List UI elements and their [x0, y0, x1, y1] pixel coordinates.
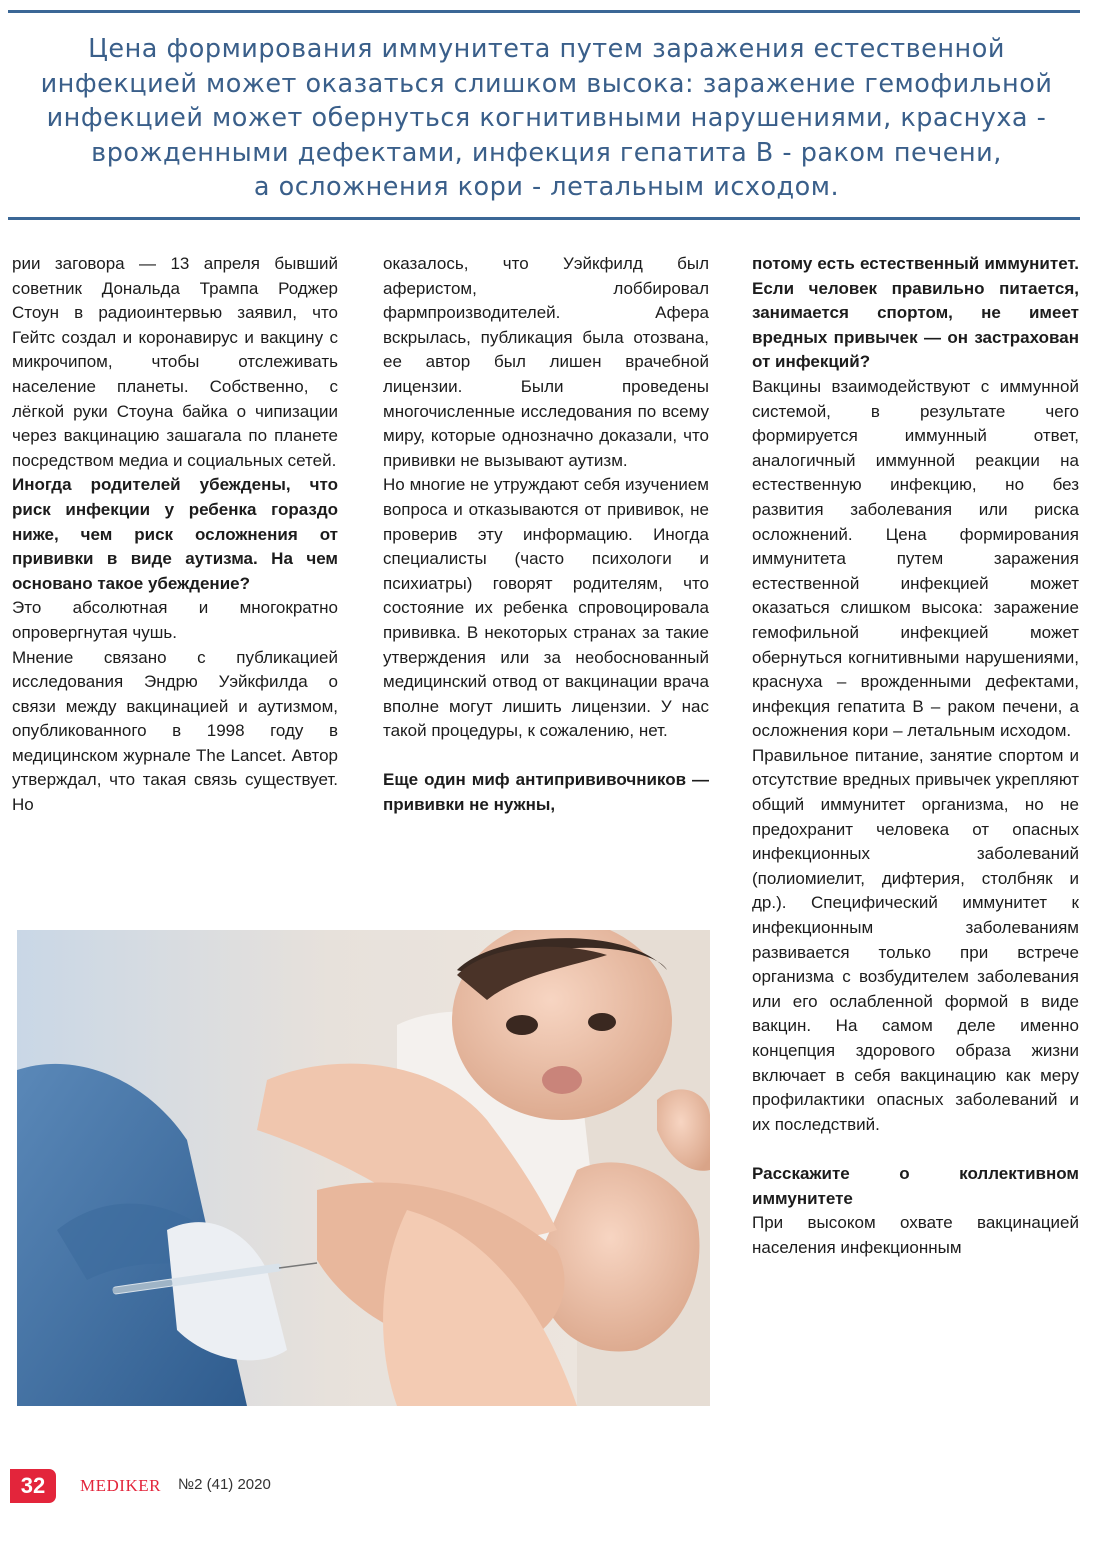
interview-question: Расскажите о коллективном иммунитете [752, 1163, 1079, 1208]
paragraph: Но многие не утруждают себя изучением вопроса и отказываются от прививок, не проверив эту информацию. Иногда специалисты (часто психологи и психиатры) говорят родителям, что состояние их ребенка спровоцировала прививка. В некоторых странах за такие утверждения или за необоснованный медицинский отвод от вакцинации врача вполне могут лишить лицензии. У нас такой процедуры, к сожалению, нет. [383, 475, 709, 741]
paragraph: Правильное питание, занятие спортом и отсутствие вредных привычек укрепляют общий иммунитет организма, но не предохранит человека от опасных инфекционных заболеваний (полиомиелит, дифтерия, столбняк и др.). Специфический иммунитет к инфекционным заболеваниям развивается только при встрече организма с возбудителем заболевания или его ослабленной формой в виде вакцин. На самом деле именно концепция здорового образа жизни включает в себя вакцинацию как меру профилактики опасных заболеваний и их последствий. [752, 745, 1079, 1134]
spacer [383, 744, 709, 769]
interview-question: Иногда родителей убеждены, что риск инфекции у ребенка гораздо ниже, чем риск осложнения от прививки в виде аутизма. На чем основано такое убеждение? [12, 475, 338, 593]
paragraph: оказалось, что Уэйкфилд был аферистом, лоббировал фармпроизводителей. Афера вскрылась, публикация была отозвана, ее автор был лишен врачебной лицензии. Были проведены многочисленные исследования по всему миру, которые однозначно доказали, что прививки не вызывают аутизм. [383, 254, 709, 470]
paragraph: Мнение связано с публикацией исследования Эндрю Уэйкфилда о связи между вакцинацией и аутизмом, опубликованного в 1998 году в медицинском журнале The Lancet. Автор утверждал, что такая связь существует. Но [12, 647, 338, 815]
interview-question: потому есть естественный иммунитет. Если человек правильно питается, занимается спортом, не имеет вредных привычек — он застрахован от инфекций? [752, 254, 1079, 372]
bottom-rule [8, 217, 1080, 220]
article-column-1 [12, 252, 338, 818]
paragraph: При высоком охвате вакцинацией населения инфекционным [752, 1213, 1079, 1257]
baby-vaccination-photo [17, 930, 710, 1406]
pull-quote-line: инфекцией может обернуться когнитивными нарушениями, краснуха - [46, 103, 1047, 133]
article-column-3 [752, 252, 1079, 1260]
interview-question: Еще один миф антипрививочников — прививки не нужны, [383, 770, 709, 815]
article-column-2 [383, 252, 709, 818]
paragraph: Это абсолютная и многократно опровергнутая чушь. [12, 598, 338, 642]
pull-quote-line: врожденными дефектами, инфекция гепатита В - раком печени, [91, 137, 1002, 168]
paragraph: рии заговора — 13 апреля бывший советник Дональда Трампа Роджер Стоун в радиоинтервью заявил, что Гейтс создал и коронавирус и вакцину с микрочипом, чтобы отслеживать население планеты. Собственно, с лёгкой руки Стоуна байка о чипизации через вакцинацию зашагала по планете посредством медиа и социальных сетей. [12, 254, 338, 470]
pull-quote-line: Цена формирования иммунитета путем заражения естественной [88, 34, 1005, 64]
pull-quote-line: инфекцией может оказаться слишком высока: заражение гемофильной [40, 68, 1053, 99]
issue-number: №2 (41) 2020 [178, 1476, 271, 1493]
pull-quote [0, 32, 1093, 205]
page-number: 32 [10, 1469, 56, 1503]
top-rule [8, 10, 1080, 13]
magazine-logo: MEDIKER [80, 1476, 161, 1495]
paragraph: Вакцины взаимодействуют с иммунной системой, в результате чего формируется иммунный ответ, аналогичный иммунной реакции на естественную инфекцию, но без развития заболевания или риска осложнений. Цена формирования иммунитета путем заражения естественной инфекцией может оказаться слишком высока: заражение гемофильной инфекцией может обернуться когнитивными нарушениями, краснуха – врожденными дефектами, инфекция гепатита В – раком печени, а осложнения кори – летальным исходом. [752, 376, 1079, 741]
spacer [752, 1137, 1079, 1162]
pull-quote-line: а осложнения кори - летальным исходом. [253, 172, 840, 202]
